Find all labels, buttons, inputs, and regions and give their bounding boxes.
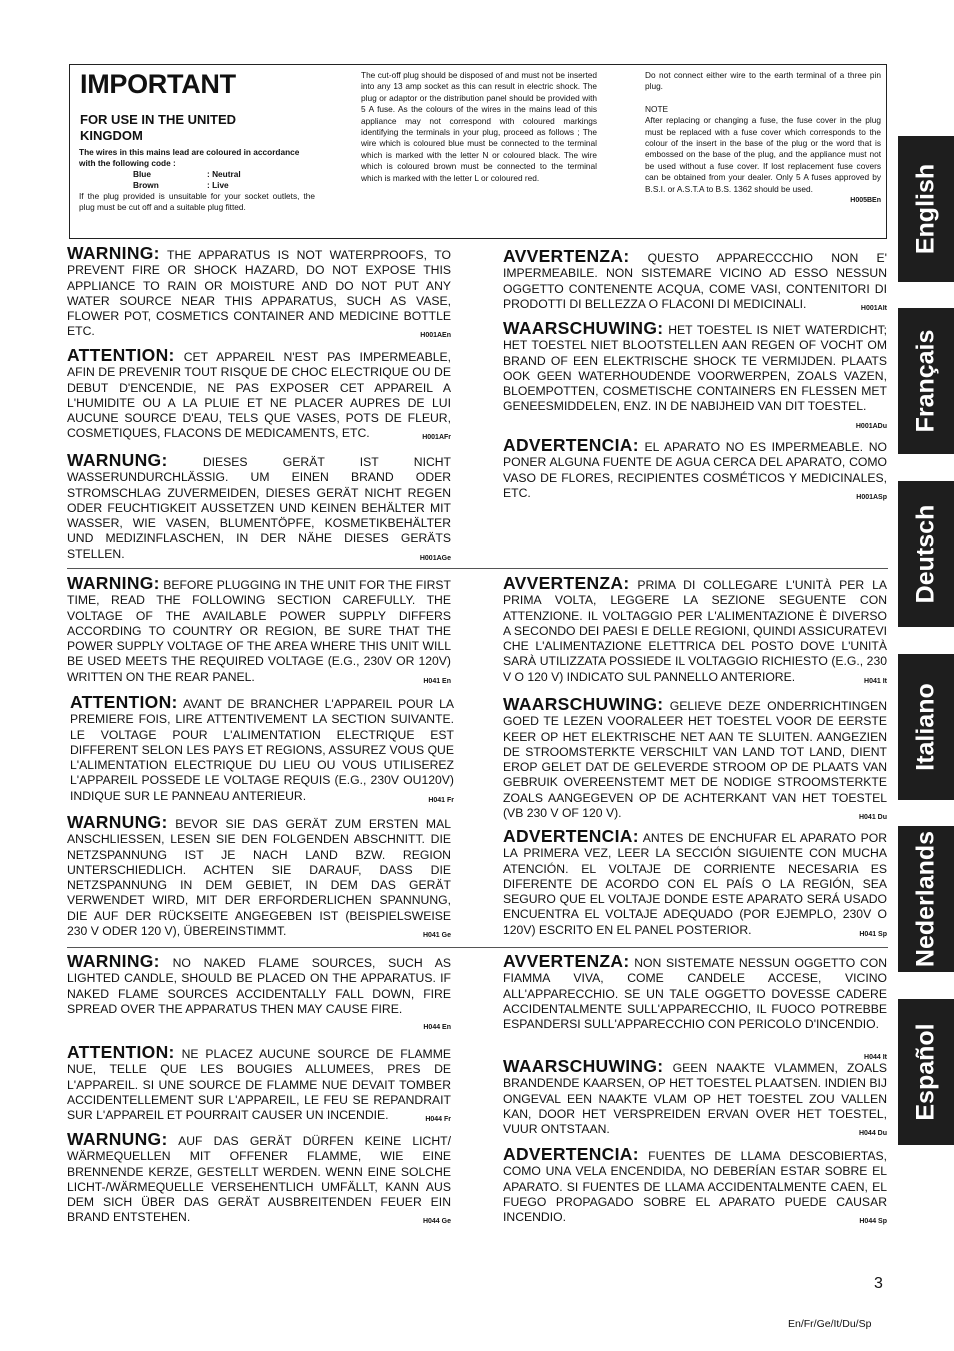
- tab-francais[interactable]: Français: [898, 308, 954, 454]
- page-number: 3: [874, 1275, 883, 1292]
- warning-block-en-2: WARNING: BEFORE PLUGGING IN THE UNIT FOR THE FIRST TIME, READ THE FOLLOWING SECTION CAREFULLY. THE VOLTAGE OF THE AVAILABLE POWER SUPPLY DIFFERS ACCORDING TO COUNTRY OR REGION, BE SURE THAT THE POWER SUPPLY VOLTAGE OF THE AREA WHERE THIS UNIT WILL BE USED MEETS THE REQUIRED VOLTAGE (E.G., 230V OR 120V) WRITTEN ON THE REAR PANEL. H041 En: [67, 573, 451, 685]
- warning-block-it-1: AVVERTENZA: QUESTO APPARECCCHIO NON E' IMPERMEABILE. NON SISTEMARE VICINO AD ESSO NESSUN OGGETTO CONTENENTE ACQUA, COME VASI, CONTENITORI DI PRODOTTI DI BELLEZZA O FLACONI DI MEDICINALI. H001AIt: [503, 246, 887, 312]
- warning-block-ge-2: WARNUNG: BEVOR SIE DAS GERÄT ZUM ERSTEN MAL ANSCHLIESSEN, LESEN SIE DEN FOLGENDEN ABSCHNITT. DIE NETZSPANNUNG IST JE NACH LAND BZW. REGION UNTERSCHIEDLICH. ACHTEN SIE DARAUF, DASS DIE NETZSPANNUNG IN DEM GEBIET, IN DEM DAS GERÄT VERWENDET WIRD, MIT DER ERFORDERLICHEN SPANNUNG, DIE AUF DER RÜCKSEITE ANGEGEBEN IST (BEISPIELSWEISE 230 V ODER 120 V), ÜBEREINSTIMMT. H041 Ge: [67, 812, 451, 940]
- tab-espanol[interactable]: Español: [898, 999, 954, 1145]
- warning-block-en-1: WARNING: THE APPARATUS IS NOT WATERPROOFS, TO PREVENT FIRE OR SHOCK HAZARD, DO NOT EXPOSE THIS APPLIANCE TO RAIN OR MOISTURE AND DO NOT PUT ANY WATER SOURCE NEAR THIS APPARATUS, SUCH AS VASE, FLOWER POT, COSMETICS CONTAINER AND MEDICINE BOTTLE ETC. H001AEn: [67, 243, 451, 340]
- tab-italiano[interactable]: Italiano: [898, 654, 954, 800]
- section-divider-1: [67, 568, 888, 569]
- tab-english[interactable]: English: [898, 136, 954, 282]
- code-h005ben: H005BEn: [850, 197, 881, 205]
- important-column-3: [645, 70, 881, 206]
- warning-block-fr-3: ATTENTION: NE PLACEZ AUCUNE SOURCE DE FLAMME NUE, TELLE QUE LES BOUGIES ALLUMEES, PRES DE L'APPAREIL. SI UNE SOURCE DE FLAMME NUE DEVAIT TOMBER ACCIDENTELLEMENT SUR L'APPAREIL, LE FEU SE REPANDRAIT SUR L'APPAREIL ET POURRAIT CAUSER UN INCENDIE. H044 Fr: [67, 1042, 451, 1124]
- earth-terminal-text: Do not connect either wire to the earth terminal of a three pin plug.: [645, 70, 881, 92]
- tab-nederlands[interactable]: Nederlands: [898, 826, 954, 972]
- warning-block-du-3: WAARSCHUWING: GEEN NAAKTE VLAMMEN, ZOALS BRANDENDE KAARSEN, OP HET TOESTEL PLAATSEN. INDIEN BIJ ONGEVAL EEN NAAKTE VLAM OP HET TOESTEL ZOU VALLEN KAN, DOOR HET VERSPREIDEN ERVAN OVER HET TOESTEL, VUUR ONTSTAAN. H044 Du: [503, 1056, 888, 1138]
- unsuitable-plug-text: If the plug provided is unsuitable for your socket outlets, the plug must be cut off and a suitable plug fitted.: [79, 191, 315, 213]
- important-box: [69, 64, 887, 239]
- warning-block-en-3: WARNING: NO NAKED FLAME SOURCES, SUCH AS LIGHTED CANDLE, SHOULD BE PLACED ON THE APPARATUS. IF NAKED FLAME SOURCES ACCIDENTALLY FALL DOWN, FIRE SPREAD OVER THE APPARATUS THEN MAY CAUSE FIRE. H044 En: [67, 951, 451, 1031]
- warning-block-du-1: WAARSCHUWING: HET TOESTEL IS NIET WATERDICHT; HET TOESTEL NIET BLOOTSTELLEN AAN REGEN OF VOCHT OM BRAND OF EEN ELEKTRISCHE SHOCK TE VERMIJDEN. PLAATS OOK GEEN WATERHOUDENDE VOORWERPEN, ZOALS VAZEN, BLOEMPOTTEN, COSMETISCHE CONTAINERS EN FLESSEN MET GENEESMIDDELEN, ENZ. IN DE NABIJHEID VAN DIT TOESTEL. H001ADu: [503, 318, 887, 430]
- footer-language-codes: En/Fr/Ge/It/Du/Sp: [788, 1318, 872, 1330]
- warning-block-du-2: WAARSCHUWING: GELIEVE DEZE ONDERRICHTINGEN GOED TE LEZEN VOORALEER HET TOESTEL VOOR DE EERSTE KEER OP HET ELEKTRISCHE NET AAN TE SLUITEN. AANGEZIEN DE STROOMSTERKTE VERSCHILT VAN LAND TOT LAND, DIENT EROP GELET DAT DE GELEVERDE STROOM OP DE PLAATS VAN GEBRUIK OVEREENSTEMT MET DE NODIGE STROOMSTERKTE ZOALS AANGEGEVEN OP DE ACHTERKANT VAN HET TOESTEL (VB 230 V OF 120 V). H041 Du: [503, 694, 887, 822]
- wires-intro: The wires in this mains lead are coloured in accordance with the following code :: [79, 147, 300, 169]
- fuse-note-text: After replacing or changing a fuse, the fuse cover in the plug must be replaced with a fuse cover which corresponds to the colour of the insert in the base of the plug or the word that is embossed on the base of the plug, and the appliance must not be used without a fuse cover. If lost replacement fuse covers can be obtained from your dealer. Only 5 A fuses approved by B.S.I. or A.S.T.A to B.S. 1362 should be used.: [645, 115, 881, 194]
- wire-row-brown: Brown : Live: [133, 180, 229, 191]
- section-divider-2: [67, 947, 888, 948]
- wire-row-blue: Blue : Neutral: [133, 169, 241, 179]
- important-subtitle: FOR USE IN THE UNITED KINGDOM: [80, 112, 237, 143]
- tab-deutsch[interactable]: Deutsch: [898, 481, 954, 627]
- note-label: NOTE: [645, 103, 669, 114]
- warning-block-sp-1: ADVERTENCIA: EL APARATO NO ES IMPERMEABLE. NO PONER ALGUNA FUENTE DE AGUA CERCA DEL APARATO, COMO VASO DE FLORES, RECIPIENTES COSMÉTICOS Y MEDICINALES, ETC. H001ASp: [503, 435, 887, 501]
- warning-block-sp-2: ADVERTENCIA: ANTES DE ENCHUFAR EL APARATO POR LA PRIMERA VEZ, LEER LA SECCIÓN SIGUIENTE CON MUCHA ATENCIÓN. EL VOLTAJE DE CORRIENTE NECESARIA ES DIFERENTE DE ACORDO CON EL PAÍS O LA REGIÓN, SEA SEGURO QUE EL VOLTAJE DONDE ESTE APARATO SERÁ USADO ENCUENTRA EL VOLTAJE ADEQUADO (POR EJEMPLO, 230V O 120V) ESCRITO EN EL PANEL POSTERIOR. H041 Sp: [503, 826, 887, 938]
- warning-block-ge-3: WARNUNG: AUF DAS GERÄT DÜRFEN KEINE LICHT/ WÄRMEQUELLEN MIT OFFENER FLAMME, WIE EINE BRENNENDE KERZE, GESTELLT WERDEN. WENN EINE SOLCHE LICHT-/WÄRMEQUELLE VERSEHENTLICH UMFÄLLT, KANN AUS DEM SICH ÜBER DAS GERÄT AUSBREITENDEN FEUER EIN BRAND ENTSTEHEN. H044 Ge: [67, 1129, 451, 1226]
- warning-block-sp-3: ADVERTENCIA: FUENTES DE LLAMA DESCOBIERTAS, COMO UNA VELA ENCENDIDA, NO DEBERÍAN ESTAR SOBRE EL APARATO. SI FUENTES DE LLAMA ACCIDENTALMENTE CAEN, EL FUEGO PROPAGADO SOBRE EL APARATO PUEDE CAUSAR INCENDIO. H044 Sp: [503, 1144, 887, 1226]
- wire-code-table: [133, 169, 281, 192]
- important-column-2: [361, 70, 597, 184]
- plug-disposal-text: The cut-off plug should be disposed of and must not be inserted into any 13 amp socket as this can result in electric shock. The plug or adaptor or the distribution panel should be provided with 5 A fuse. As the colours of the wires in the mains lead of this appliance may not correspond with coloured markings identifying the terminals in your plug, proceed as follows ; The wire which is coloured blue must be connected to the terminal which is marked with the letter N or coloured black. The wire which is coloured brown must be connected to the terminal which is marked with the letter L or coloured red.: [361, 70, 597, 183]
- warning-block-it-3: AVVERTENZA: NON SISTEMATE NESSUN OGGETTO CON FIAMMA VIVA, COME CANDELE ACCESE, VICINO ALL'APPARECCHIO. SE UN TALE OGGETTO DOVESSE CADERE ACCIDENTALMENTE SULL'APPARECCHIO, IL FUOCO POTREBBE ESPANDERSI SULL'APPARECCHIO CON PERICOLO D'INCENDIO. H044 It: [503, 951, 888, 1062]
- warning-block-ge-1: WARNUNG: DIESES GERÄT IST NICHT WASSERUNDURCHLÄSSIG. UM EINEN BRAND ODER STROMSCHLAG ZUVERMEIDEN, DIESES GERÄT NICHT REGEN ODER FEUCHTIGKEIT AUSSETZEN UND KEINEN BEHÄLTER MIT WASSER, WIE VASEN, BLUMENTÖPFE, KOSMETIKBEHÄLTER UND MEDIZINFLASCHEN, IN DER NÄHE DIESES GERÄTS STELLEN. H001AGe: [67, 450, 451, 562]
- warning-block-fr-2: ATTENTION: AVANT DE BRANCHER L'APPAREIL POUR LA PREMIERE FOIS, LIRE ATTENTIVEMENT LA SECTION SUIVANTE. LE VOLTAGE POUR L'ALIMENTATION ELECTRIQUE EST DIFFERENT SELON LES PAYS ET REGIONS, ASSUREZ VOUS QUE L'ALIMENTATION ELECTRIQUE DU LIEU OU VOUS UTILISEREZ L'APPAREIL POSSEDE LE VOLTAGE REQUIS (E.G., 230V OU120V) INDIQUE SUR LE PANNEAU ANTERIEUR. H041 Fr: [70, 692, 454, 804]
- warning-block-it-2: AVVERTENZA: PRIMA DI COLLEGARE L'UNITÀ PER LA PRIMA VOLTA, LEGGERE LA SEZIONE SEGUENTE CON ATTENZIONE. IL VOLTAGGIO PER L'ALIMENTAZIONE È DIVERSO A SECONDO DEI PAESI E DELLE REGIONI, QUINDI ASSICURATEVI CHE L'ALIMENTAZIONE ELETTRICA DEL POSTO DOVE L'UNITÀ SARÀ UTILIZZATA POSSIEDE IL VOLTAGGIO RICHIESTO (E.G., 230 V O 120 V) INDICATO SUL PANNELLO ANTERIORE. H041 It: [503, 573, 887, 685]
- warning-block-fr-1: ATTENTION: CET APPAREIL N'EST PAS IMPERMEABLE, AFIN DE PREVENIR TOUT RISQUE DE CHOC ELECTRIQUE OU DE DEBUT D'ENCENDIE, NE PAS EXPOSER CET APPAREIL A L'HUMIDITE OU A LA PLUIE ET NE PLACER AUPRES DE LUI AUCUNE SOURCE D'EAU, TELS QUE VASES, POTS DE FLEUR, COSMETIQUES, FLACONS DE MEDICAMENTS, ETC. H001AFr: [67, 345, 451, 442]
- important-title: IMPORTANT: [80, 69, 236, 99]
